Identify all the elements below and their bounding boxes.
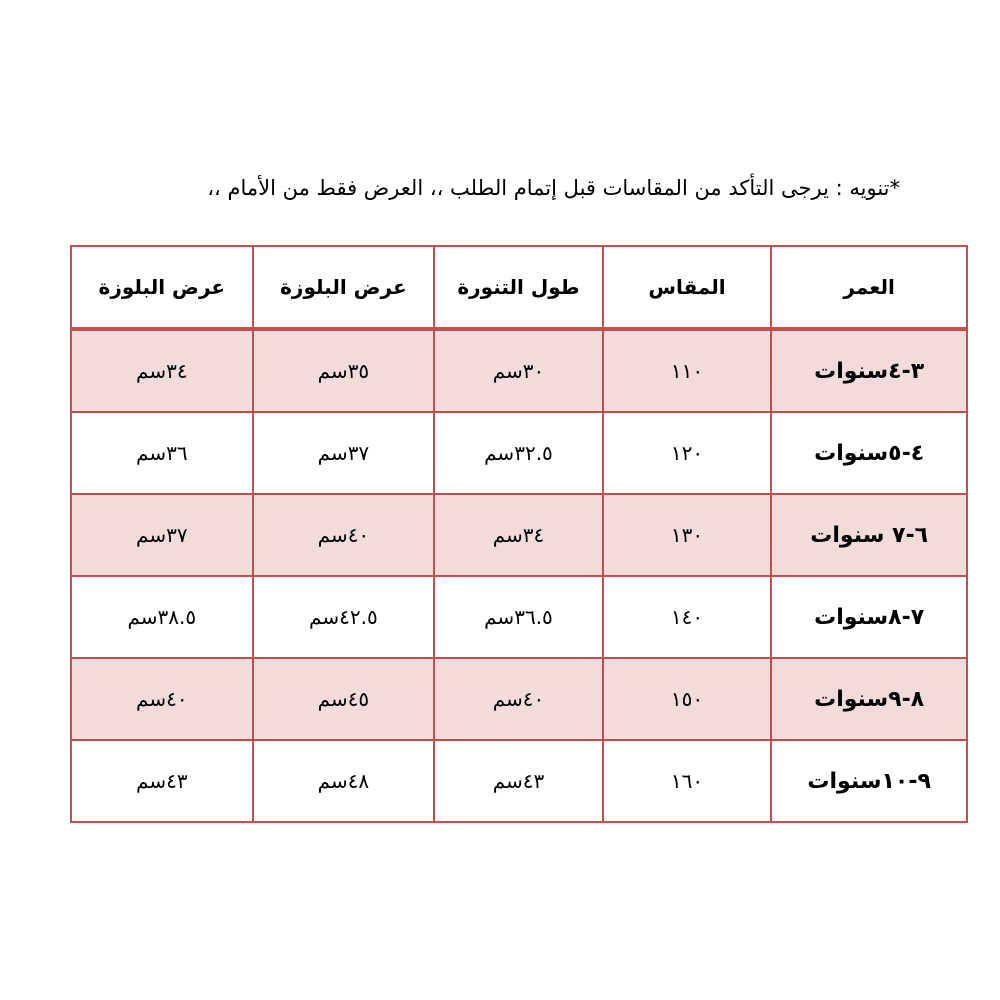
table-row xyxy=(71,740,967,822)
table-row xyxy=(71,412,967,494)
cell-blouse-width-2: ٣٦سم xyxy=(71,412,253,494)
header-blouse-width-2: عرض البلوزة xyxy=(71,246,253,329)
cell-skirt-length: ٣٦.٥سم xyxy=(434,576,603,658)
cell-blouse-width-1: ٣٧سم xyxy=(253,412,435,494)
cell-blouse-width-2: ٣٧سم xyxy=(71,494,253,576)
header-blouse-width-1: عرض البلوزة xyxy=(253,246,435,329)
cell-blouse-width-2: ٣٨.٥سم xyxy=(71,576,253,658)
cell-skirt-length: ٣٤سم xyxy=(434,494,603,576)
cell-age: ٧-٨سنوات xyxy=(771,576,967,658)
table-row xyxy=(71,658,967,740)
table-row xyxy=(71,494,967,576)
cell-age: ٣-٤سنوات xyxy=(771,329,967,412)
cell-size: ١٣٠ xyxy=(603,494,772,576)
cell-age: ٤-٥سنوات xyxy=(771,412,967,494)
cell-skirt-length: ٣٠سم xyxy=(434,329,603,412)
size-note: *تنويه : يرجى التأكد من المقاسات قبل إتمام الطلب ،، العرض فقط من الأمام ،، xyxy=(207,176,900,200)
table-row xyxy=(71,576,967,658)
header-skirt-length: طول التنورة xyxy=(434,246,603,329)
header-age: العمر xyxy=(771,246,967,329)
cell-blouse-width-1: ٤٨سم xyxy=(253,740,435,822)
size-chart-table xyxy=(70,245,968,823)
table-header-row xyxy=(71,246,967,329)
cell-size: ١٤٠ xyxy=(603,576,772,658)
cell-size: ١١٠ xyxy=(603,329,772,412)
cell-size: ١٢٠ xyxy=(603,412,772,494)
cell-size: ١٥٠ xyxy=(603,658,772,740)
table-row xyxy=(71,329,967,412)
cell-blouse-width-2: ٤٠سم xyxy=(71,658,253,740)
cell-blouse-width-2: ٣٤سم xyxy=(71,329,253,412)
header-size: المقاس xyxy=(603,246,772,329)
cell-skirt-length: ٤٣سم xyxy=(434,740,603,822)
cell-age: ٨-٩سنوات xyxy=(771,658,967,740)
cell-blouse-width-1: ٤٢.٥سم xyxy=(253,576,435,658)
cell-blouse-width-2: ٤٣سم xyxy=(71,740,253,822)
cell-skirt-length: ٣٢.٥سم xyxy=(434,412,603,494)
cell-blouse-width-1: ٣٥سم xyxy=(253,329,435,412)
cell-size: ١٦٠ xyxy=(603,740,772,822)
cell-skirt-length: ٤٠سم xyxy=(434,658,603,740)
cell-blouse-width-1: ٤٠سم xyxy=(253,494,435,576)
cell-age: ٩-١٠سنوات xyxy=(771,740,967,822)
cell-age: ٦-٧ سنوات xyxy=(771,494,967,576)
cell-blouse-width-1: ٤٥سم xyxy=(253,658,435,740)
